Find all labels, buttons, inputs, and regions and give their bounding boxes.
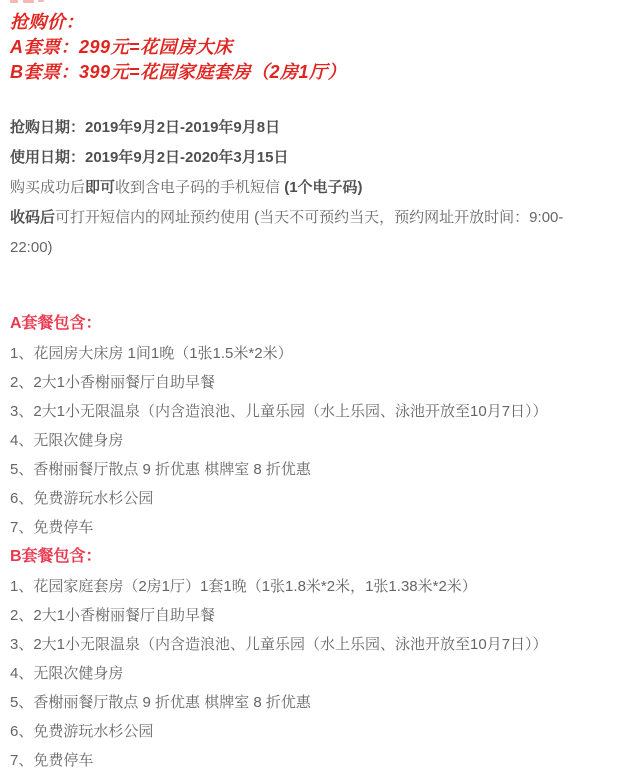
list-item: 5、香榭丽餐厅散点 9 折优惠 棋牌室 8 折优惠 <box>10 694 311 711</box>
list-item: 4、无限次健身房 <box>10 665 124 682</box>
package-b-items <box>10 572 621 775</box>
sale-date-line: 抢购日期：2019年9月2日-2019年9月8日 <box>10 119 281 136</box>
package-b-price-line: B套票：399元=花园家庭套房（2房1厅） <box>10 62 347 82</box>
list-item: 2、2大1小香榭丽餐厅自助早餐 <box>10 374 216 391</box>
list-item: 3、2大1小无限温泉（内含造浪池、儿童乐园（水上乐园、泳池开放至10月7日）） <box>10 403 548 420</box>
note-segment: 22:00) <box>10 239 53 256</box>
package-a-items <box>10 339 621 542</box>
list-item: 7、免费停车 <box>10 519 94 536</box>
use-date-line: 使用日期：2019年9月2日-2020年3月15日 <box>10 149 289 166</box>
list-item: 5、香榭丽餐厅散点 9 折优惠 棋牌室 8 折优惠 <box>10 461 311 478</box>
list-item: 7、免费停车 <box>10 752 94 769</box>
list-item: 4、无限次健身房 <box>10 432 124 449</box>
list-item: 6、免费游玩水杉公园 <box>10 723 154 740</box>
flash-sale-price-label: 抢购价： <box>10 12 84 32</box>
note-line <box>10 203 621 233</box>
package-a-section <box>10 309 621 542</box>
clipped-text-fragment <box>10 0 70 4</box>
note-segment: 收到含电子码的手机短信 <box>115 179 285 196</box>
note-segment: 可打开短信内的网址预约使用 (当天不可预约当天，预约网址开放时间：9:00- <box>55 209 564 226</box>
note-line <box>10 233 621 263</box>
list-item: 3、2大1小无限温泉（内含造浪池、儿童乐园（水上乐园、泳池开放至10月7日）） <box>10 636 548 653</box>
package-a-price-line: A套票：299元=花园房大床 <box>10 37 233 57</box>
note-line <box>10 173 621 203</box>
list-item: 1、花园房大床房 1间1晚（1张1.5米*2米） <box>10 345 293 362</box>
sale-info-block <box>10 113 621 263</box>
note-segment-bold: (1个电子码) <box>284 179 363 196</box>
list-item: 1、花园家庭套房（2房1厅）1套1晚（1张1.8米*2米，1张1.38米*2米） <box>10 578 477 595</box>
note-segment-bold: 即可 <box>85 179 116 196</box>
package-b-section <box>10 542 621 775</box>
note-segment-bold: 收码后 <box>10 209 56 226</box>
usage-notes <box>10 173 621 263</box>
list-item: 6、免费游玩水杉公园 <box>10 490 154 507</box>
list-item: 2、2大1小香榭丽餐厅自助早餐 <box>10 607 216 624</box>
flash-sale-price-header <box>0 0 631 85</box>
note-segment: 购买成功后 <box>10 179 86 196</box>
package-b-title: B套餐包含： <box>10 548 102 565</box>
package-a-title: A套餐包含： <box>10 315 102 332</box>
